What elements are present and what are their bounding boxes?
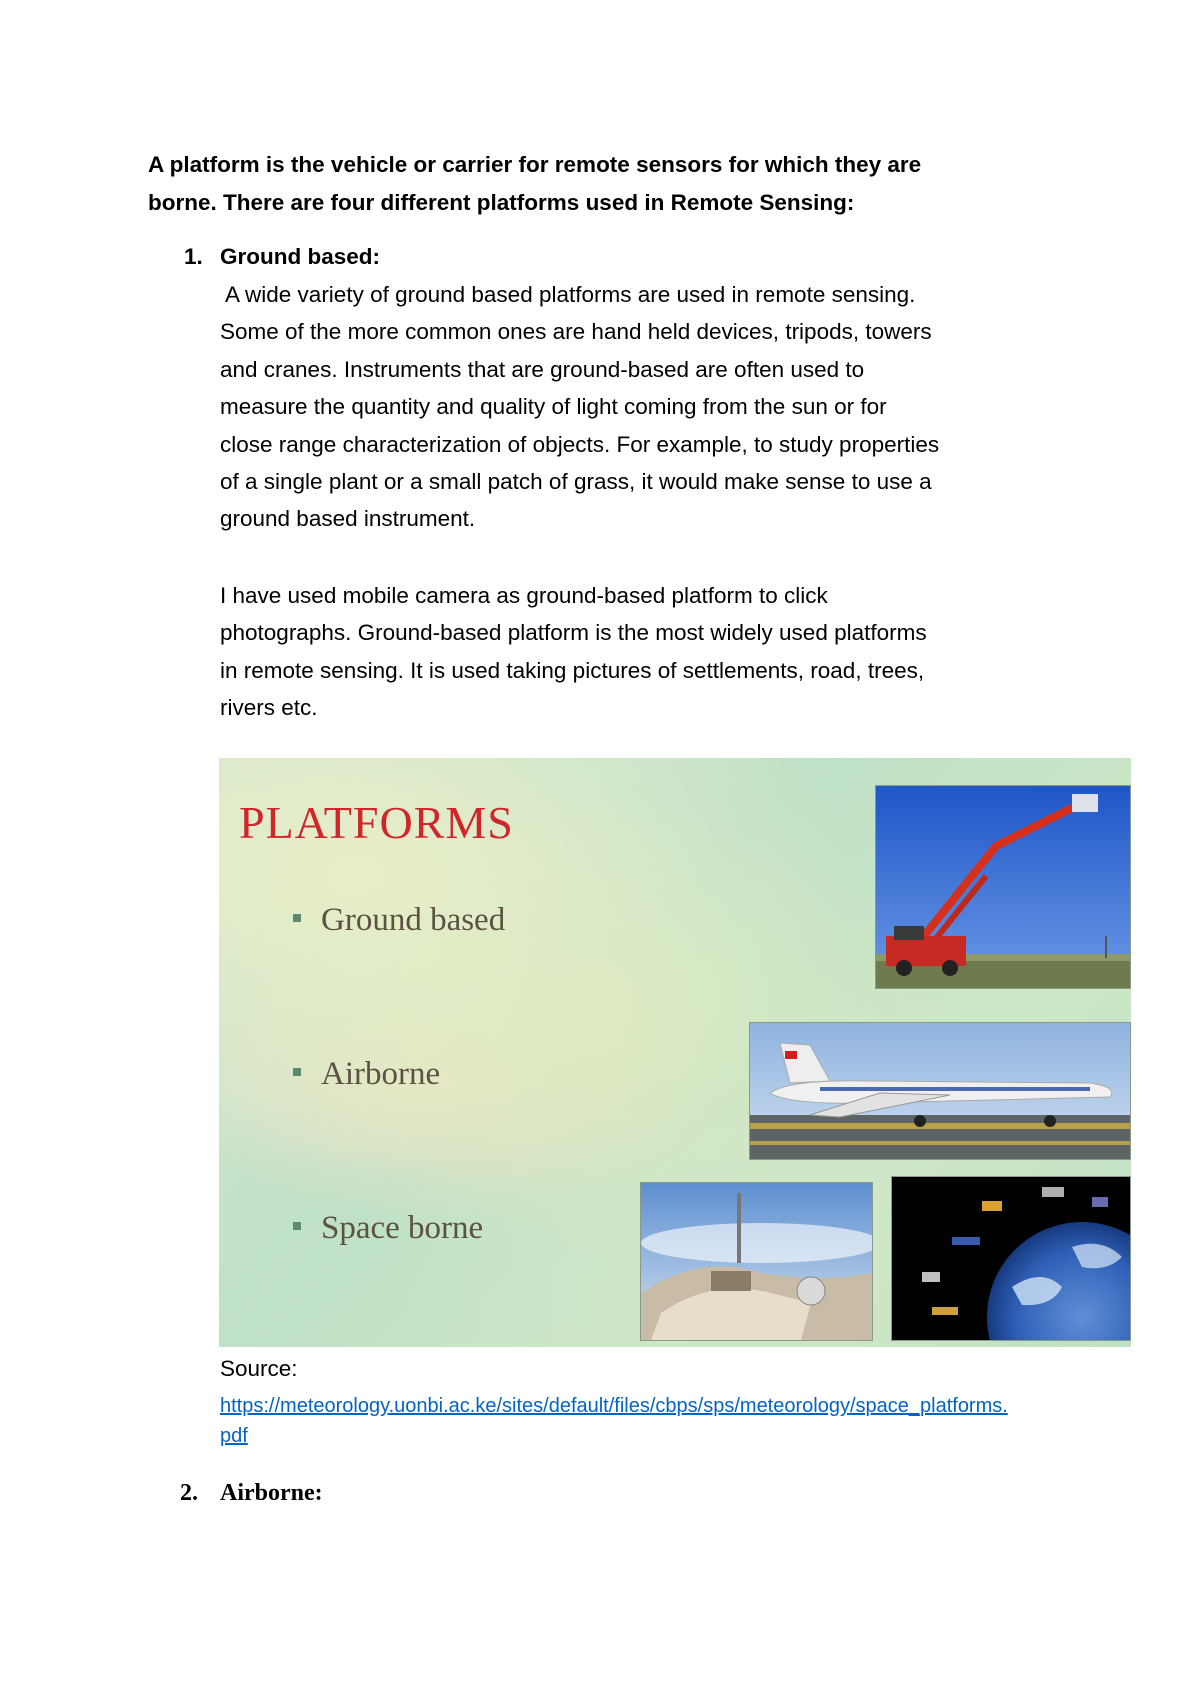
bullet-square-icon bbox=[293, 1222, 301, 1230]
section-1-paragraph-1 bbox=[220, 276, 1080, 538]
space-shuttle-photo bbox=[640, 1182, 873, 1341]
text-line: measure the quantity and quality of light coming from the sun or for bbox=[220, 394, 887, 420]
source-link[interactable]: https://meteorology.uonbi.ac.ke/sites/default/files/cbps/sps/meteorology/space_platforms. bbox=[220, 1395, 1008, 1417]
slide-bullet-airborne bbox=[293, 1056, 440, 1093]
text-line: rivers etc. bbox=[220, 695, 318, 721]
bullet-square-icon bbox=[293, 914, 301, 922]
bullet-label: Airborne bbox=[321, 1056, 441, 1092]
text-line: and cranes. Instruments that are ground-based are often used to bbox=[220, 356, 865, 382]
bullet-square-icon bbox=[293, 1068, 301, 1076]
source-link-continued[interactable]: pdf bbox=[220, 1425, 248, 1447]
section-2-title: Airborne: bbox=[220, 1480, 323, 1506]
satellites-earth-photo bbox=[891, 1176, 1131, 1341]
platforms-slide-image bbox=[219, 758, 1131, 1347]
section-1-paragraph-2 bbox=[220, 577, 1080, 727]
bullet-label: Ground based bbox=[321, 902, 506, 938]
bullet-label: Space borne bbox=[321, 1210, 484, 1246]
text-line: Some of the more common ones are hand held devices, tripods, towers bbox=[220, 319, 932, 345]
section-1-number: 1. bbox=[184, 244, 203, 269]
intro-paragraph bbox=[148, 146, 1048, 222]
slide-bullet-space-borne bbox=[293, 1210, 483, 1247]
crane-truck-photo bbox=[875, 785, 1131, 989]
text-line: photographs. Ground-based platform is the most widely used platforms bbox=[220, 620, 927, 646]
text-line: A wide variety of ground based platforms are used in remote sensing. bbox=[220, 282, 916, 307]
intro-line-2: borne. There are four different platforms used in Remote Sensing: bbox=[148, 190, 855, 215]
slide-title: PLATFORMS bbox=[239, 797, 514, 848]
source-label: Source: bbox=[220, 1356, 298, 1381]
text-line: I have used mobile camera as ground-based platform to click bbox=[220, 583, 828, 608]
text-line: in remote sensing. It is used taking pictures of settlements, road, trees, bbox=[220, 657, 925, 683]
airplane-photo bbox=[749, 1022, 1131, 1160]
text-line: close range characterization of objects. For example, to study properties bbox=[220, 431, 940, 457]
text-line: ground based instrument. bbox=[220, 506, 476, 532]
section-2-number: 2. bbox=[180, 1480, 198, 1506]
intro-line-1: A platform is the vehicle or carrier for remote sensors for which they are bbox=[148, 152, 922, 177]
section-1-heading bbox=[184, 238, 380, 276]
section-2-heading bbox=[180, 1475, 323, 1511]
text-line: of a single plant or a small patch of grass, it would make sense to use a bbox=[220, 469, 932, 495]
section-1-title: Ground based: bbox=[220, 244, 381, 269]
slide-bullet-ground-based bbox=[293, 902, 505, 939]
